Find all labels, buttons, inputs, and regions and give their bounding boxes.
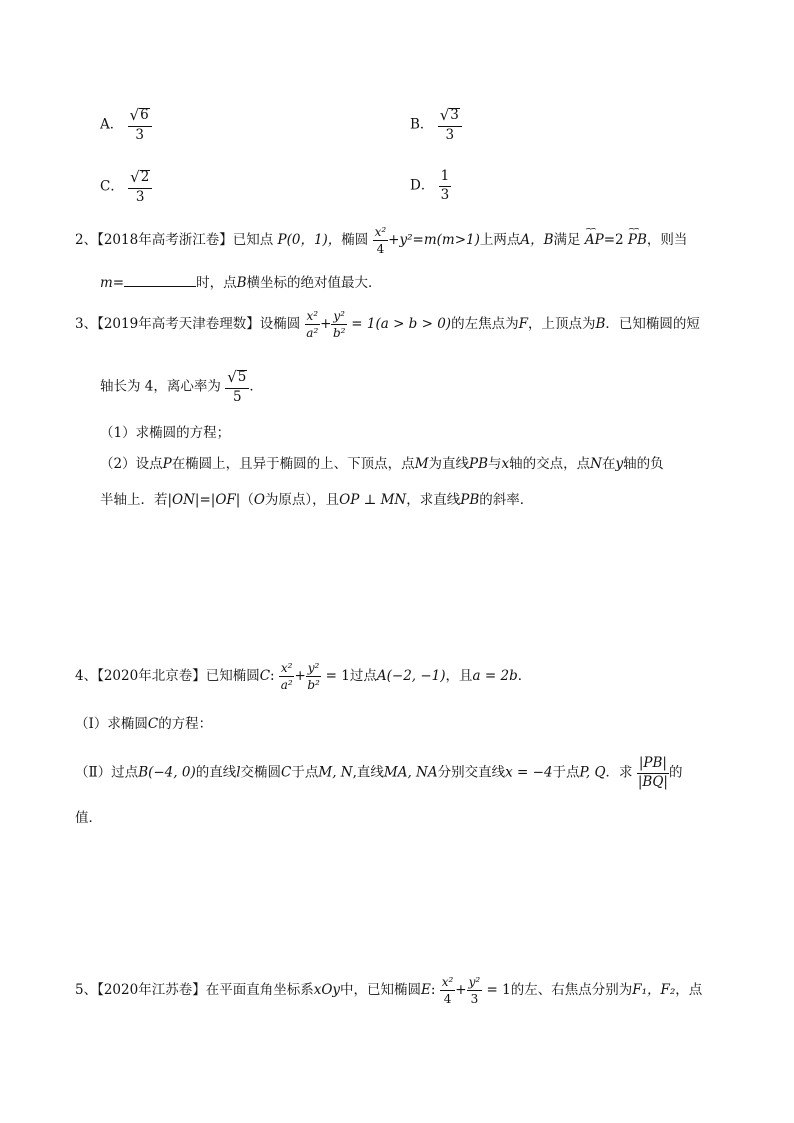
question-source: 【2020年北京卷】 xyxy=(97,668,206,684)
text: （Ⅰ）求椭圆 xyxy=(75,716,148,732)
equation: = 1(a > b > 0) xyxy=(351,316,452,332)
point-b: B(−4, 0) xyxy=(138,764,196,781)
option-b xyxy=(410,108,462,142)
text: （Ⅱ）过点 xyxy=(75,764,139,781)
var-c: C xyxy=(259,668,271,684)
var-c: C xyxy=(281,764,292,781)
option-c-label: C． xyxy=(100,178,124,195)
text: 轴长为 4，离心率为 xyxy=(100,378,221,395)
question-source: 【2019年高考天津卷理数】 xyxy=(97,316,260,332)
text: 上两点 xyxy=(479,232,521,248)
text: ，上顶点为 xyxy=(527,316,596,332)
answer-blank[interactable] xyxy=(124,274,196,287)
text: 过点 xyxy=(349,668,377,684)
var-pb: PB xyxy=(469,456,489,472)
text: 满足 xyxy=(553,232,581,248)
text: 于点 xyxy=(291,764,319,781)
option-a-fraction: √ 6 3 xyxy=(128,108,152,142)
var-p: P xyxy=(162,456,172,472)
text: 在 xyxy=(601,456,616,472)
text: ,直线 xyxy=(352,764,384,781)
option-d xyxy=(410,170,451,202)
var-x: x xyxy=(501,456,510,472)
equation: +y²=m(m>1) xyxy=(388,232,480,248)
option-b-label: B． xyxy=(410,116,434,133)
text: 交椭圆 xyxy=(240,764,282,781)
equation: = 1 xyxy=(325,668,350,684)
text: 在椭圆上，且异于椭圆的上、下顶点，点 xyxy=(171,456,415,472)
text: 椭圆 xyxy=(341,232,369,248)
ratio-fraction: $\frac{|PB|}{|BQ|}$ xyxy=(637,755,668,790)
foci: F₁，F₂ xyxy=(632,982,676,998)
text: 在平面直角坐标系 xyxy=(205,982,314,998)
question-number: 3、 xyxy=(75,316,98,332)
question-4-line3: 值． xyxy=(75,810,102,826)
question-2-line1 xyxy=(75,226,687,255)
text: ，求直线 xyxy=(406,492,461,508)
text: 的左焦点为 xyxy=(451,316,519,332)
text: 的直线 xyxy=(195,764,237,781)
text: 分别交直线 xyxy=(437,764,506,781)
equation: |ON|=|OF| xyxy=(167,492,241,508)
text: 轴的交点，点 xyxy=(509,456,591,472)
var-pb: PB xyxy=(460,492,480,508)
var-n: N xyxy=(590,456,602,472)
ellipse-fraction-x: $\frac{\text{x²}}{\text{a²}}$ xyxy=(306,309,319,340)
question-3-line1: 3、【2019年高考天津卷理数】设椭圆 $\frac{\text{x²}}{\text{a²}}$ + $\frac{\text{y²}}{\text{b²}}$ = 1(a > b > 0)的左焦点为F，上顶点为B．已知椭圆的短 xyxy=(75,309,700,340)
option-a xyxy=(100,108,152,142)
point-b: B xyxy=(595,316,606,332)
coordinate-system: xOy xyxy=(313,982,341,998)
text: 与 xyxy=(488,456,502,472)
text: 于点 xyxy=(552,764,580,781)
question-4-line1: 4、【2020年北京卷】已知椭圆C: $\frac{\text{x²}}{\text{a²}}$ + $\frac{\text{y²}}{\text{b²}}$ = 1过点A(−2, −1)，且a = 2b． xyxy=(75,661,532,692)
text: 为直线 xyxy=(428,456,470,472)
question-4-part1 xyxy=(75,718,212,732)
text: ，点 xyxy=(675,982,703,998)
question-3-line2: 轴长为 4，离心率为 √ 5 5 ． xyxy=(100,368,263,405)
var-y: y xyxy=(615,456,624,472)
var-c: C xyxy=(147,716,159,732)
text: 的斜率． xyxy=(479,492,534,508)
option-b-fraction: √ 3 3 xyxy=(438,108,462,142)
text: ．已知椭圆的短 xyxy=(605,316,700,332)
text: ．求 xyxy=(605,764,633,781)
ellipse-fraction-x: $\frac{\text{x²}}{4}$ xyxy=(441,975,454,1006)
option-c-fraction: √ 2 3 xyxy=(128,170,152,204)
equation: = 1 xyxy=(486,982,511,998)
points-mn: M, N xyxy=(318,764,353,781)
point-p: P(0，1)， xyxy=(277,232,342,248)
points-pq: P, Q xyxy=(579,764,606,781)
question-5-line1: 5、【2020年江苏卷】在平面直角坐标系xOy中，已知椭圆E: $\frac{\text{x²}}{4}$ + $\frac{\text{y²}}{3}$ = 1的左、右焦点分别为F₁，F₂，点 xyxy=(75,975,703,1006)
var-l: l xyxy=(236,764,241,781)
text: （2）设点 xyxy=(100,456,163,472)
text: ． xyxy=(517,668,532,684)
var-o: O xyxy=(253,492,265,508)
option-d-label: D． xyxy=(410,177,435,194)
ellipse-fraction: $\frac{\text{x²}}{4}$ xyxy=(374,225,387,256)
text: 设椭圆 xyxy=(259,316,301,332)
text: ，则当 xyxy=(646,232,688,248)
eccentricity-fraction: √ 5 5 xyxy=(225,370,249,404)
text: 已知椭圆 xyxy=(205,668,260,684)
points-ab: A，B xyxy=(520,232,554,248)
lines-ma-na: MA, NA xyxy=(383,764,438,781)
var-e: E xyxy=(421,982,431,998)
text: 的左、右焦点分别为 xyxy=(510,982,633,998)
ellipse-fraction-y: $\frac{\text{y²}}{\text{b²}}$ xyxy=(332,309,346,340)
equation: x = −4 xyxy=(505,764,553,781)
question-number: 2、 xyxy=(75,232,98,248)
question-3-part1: （1）求椭圆的方程； xyxy=(100,425,231,441)
text: 轴的负 xyxy=(623,456,664,472)
text: 为原点），且 xyxy=(264,492,340,508)
text: 半轴上．若 xyxy=(100,492,168,508)
text: 中，已知椭圆 xyxy=(340,982,422,998)
question-source: 【2020年江苏卷】 xyxy=(97,982,206,998)
option-a-label: A． xyxy=(100,116,124,133)
point-a: A(−2, −1) xyxy=(376,668,446,684)
question-source: 【2018年高考浙江卷】 xyxy=(97,232,233,248)
ellipse-fraction-x: $\frac{\text{x²}}{\text{a²}}$ xyxy=(280,661,293,692)
question-3-line3 xyxy=(100,494,533,508)
point-b: B xyxy=(236,275,247,291)
equation: OP ⊥ MN xyxy=(339,492,407,508)
text: 横坐标的绝对值最大． xyxy=(246,275,382,291)
question-3-part2 xyxy=(100,458,664,472)
question-2-line2 xyxy=(100,274,382,291)
text: 的方程： xyxy=(158,716,213,732)
var-m: M xyxy=(414,456,429,472)
ellipse-fraction-y: $\frac{\text{y²}}{3}$ xyxy=(468,975,481,1006)
option-c xyxy=(100,170,152,204)
text: ，且 xyxy=(445,668,473,684)
vector-ap: ⌢⌢ AP xyxy=(585,234,604,248)
ellipse-fraction-y: $\frac{\text{y²}}{\text{b²}}$ xyxy=(307,661,320,692)
text: （ xyxy=(240,492,254,508)
text: 已知点 xyxy=(232,232,274,248)
point-f: F xyxy=(518,316,528,332)
question-4-part2 xyxy=(75,757,682,789)
text: 的 xyxy=(668,764,683,781)
question-number: 5、 xyxy=(75,982,98,998)
option-d-fraction: $\frac{1}{3}$ xyxy=(440,168,450,203)
condition: a = 2b xyxy=(472,668,518,684)
vector-pb: ⌢⌢ PB xyxy=(628,234,647,248)
equation: =2 xyxy=(603,232,624,248)
question-number: 4、 xyxy=(75,668,98,684)
text: 时，点 xyxy=(196,275,237,291)
m-equals: m= xyxy=(100,275,125,291)
